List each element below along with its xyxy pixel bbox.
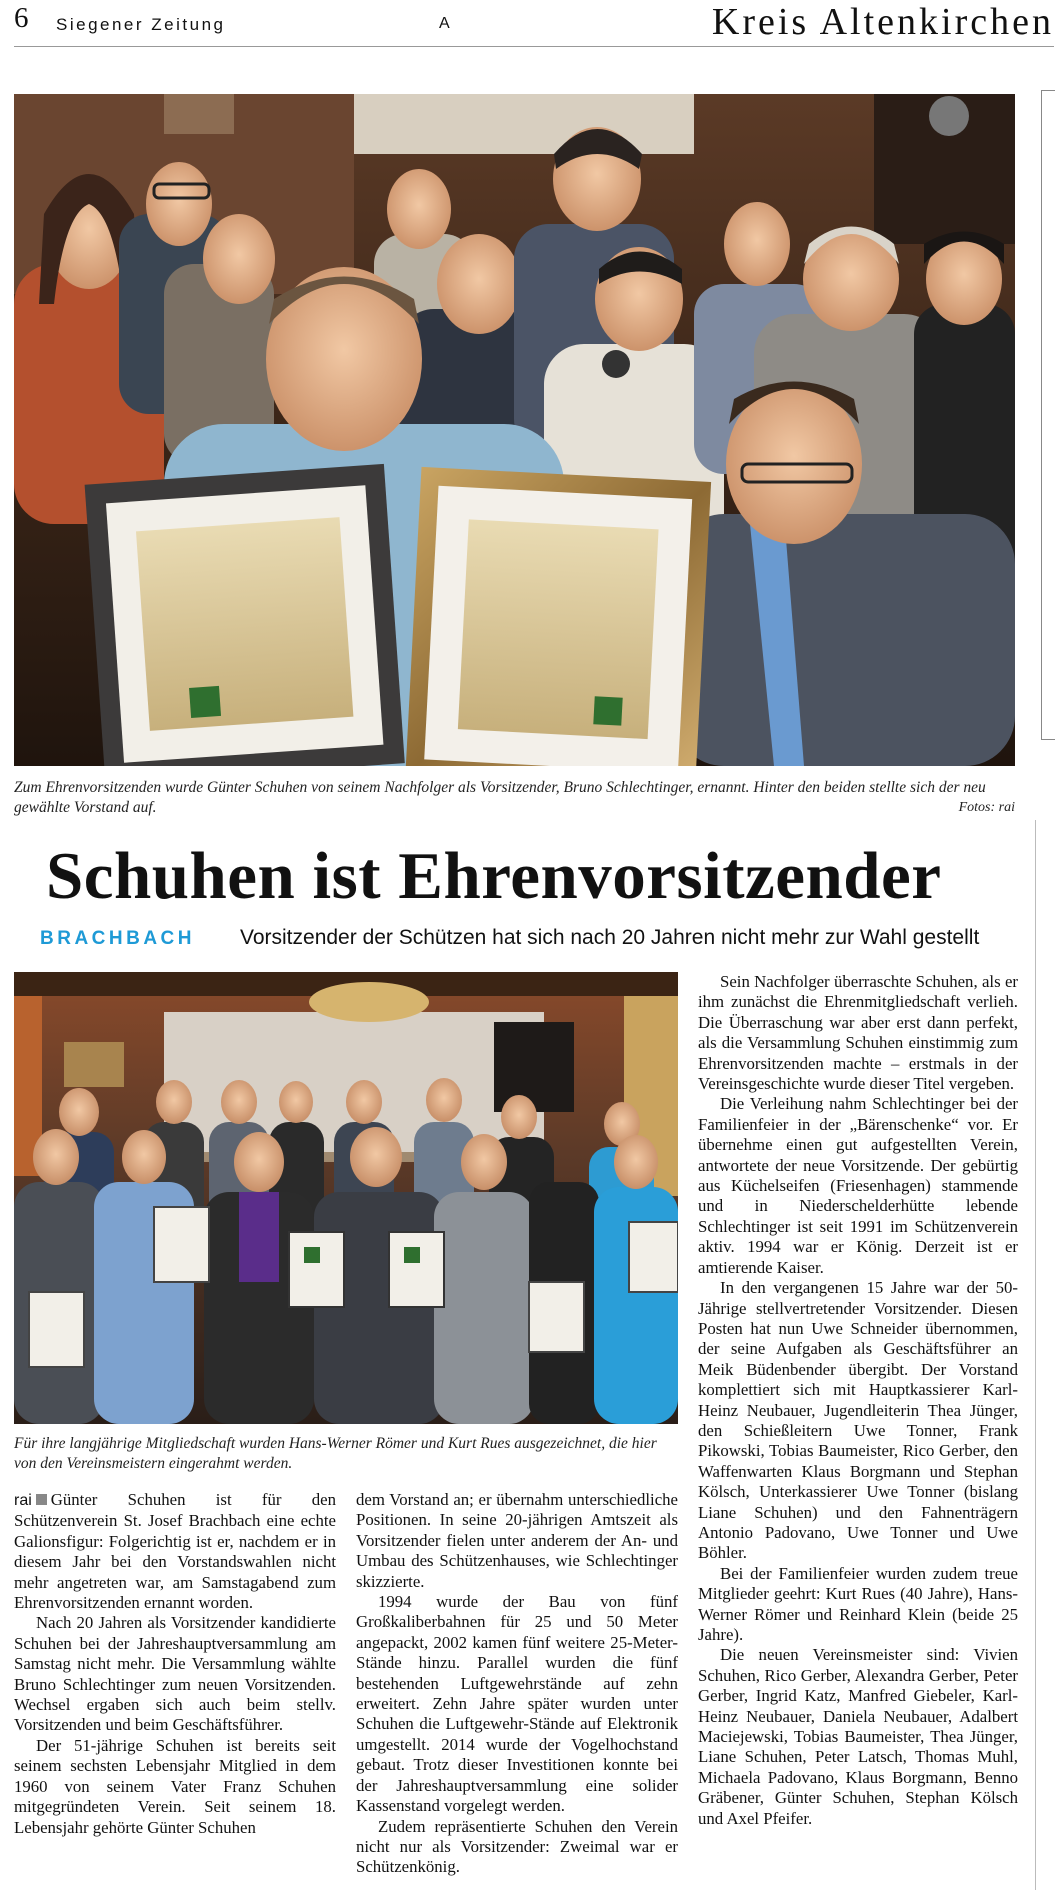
paragraph: Die neuen Vereinsmeister sind: Vivien Schuhen, Rico Gerber, Alexandra Gerber, Peter Gerber, Ingrid Katz, Manfred Giebeler, Karl-Heinz Neubauer, Daniela Neubauer, Adalbert Maciejewski, Tobias Baumeister, Thea Jünger, Liane Schuhen, Peter Latsch, Thomas Muhl, Michaela Padovano, Klaus Borgmann, Benno Gräbener, Günter Schuhen, Stephan Kölsch und Axel Pfeifer.	[698, 1645, 1018, 1828]
section-title: Kreis Altenkirchen	[711, 1, 1054, 43]
photo-credit: Fotos: rai	[958, 800, 1015, 815]
paragraph: Zudem repräsentierte Schuhen den Verein nicht nur als Vorsitzender: Zweimal war er Schützenkönig.	[356, 1816, 678, 1877]
column-rule	[1041, 90, 1055, 740]
lead-paragraph	[14, 1490, 336, 1613]
byline: rai	[14, 1492, 32, 1509]
paragraph: In den vergangenen 15 Jahre war der 50-Jährige stellvertretender Vorsitzender. Diesen Posten hat nun Uwe Schneider übernommen, der seine Aufgaben als Geschäftsführer an Meik Büdenbender übergibt. Der Vorstand komplettiert sich mit Hauptkassierer Karl-Heinz Neubauer, Jugendleiterin Thea Jünger, den Schießleitern Uwe Tonner, Frank Pikowski, Tobias Baumeister, Rico Gerber, den Waffenwarten Klaus Borgmann und Stephan Kölsch, Unterkassierer Uwe Tonner (bislang Liane Schuhen) und den Fahnenträgern Antonio Padovano, Uwe Tonner und Uwe Böhler.	[698, 1278, 1018, 1563]
separator-square-icon	[36, 1494, 47, 1505]
article-column-1	[14, 1490, 336, 1838]
main-photo-caption: Zum Ehrenvorsitzenden wurde Günter Schuhen von seinem Nachfolger als Vorsitzender, Bruno Schlechtinger, ernannt. Hinter den beiden stellte sich der neu gewählte Vorstand auf.	[14, 779, 986, 816]
paragraph: dem Vorstand an; er übernahm unterschiedliche Positionen. In seine 20-jährigen Amtszeit als Vorsitzender fielen unter anderem der An- und Umbau des Schützenhauses, wie Schlechtinger skizzierte.	[356, 1490, 678, 1591]
group-photo	[14, 972, 678, 1424]
group-photo-caption: Für ihre langjährige Mitgliedschaft wurden Hans-Werner Römer und Kurt Rues ausgezeichnet, die hier von den Vereinsmeistern eingerahmt werden.	[14, 1435, 657, 1472]
column-rule	[1035, 820, 1036, 1890]
main-photo	[14, 94, 1015, 766]
subheadline: Vorsitzender der Schützen hat sich nach 20 Jahren nicht mehr zur Wahl gestellt	[240, 926, 980, 949]
dateline: BRACHBACH	[40, 928, 195, 949]
paragraph: Nach 20 Jahren als Vorsitzender kandidierte Schuhen bei der Jahreshauptversammlung am Samstag nicht mehr. Die Versammlung wählte Bruno Schlechtinger zum neuen Vorsitzenden. Wechsel ergaben sich auch beim stellv. Vorsitzenden und beim Geschäftsführer.	[14, 1613, 336, 1735]
paragraph: Sein Nachfolger überraschte Schuhen, als er ihm zunächst die Ehrenmitgliedschaft verlieh. Die Überraschung war aber erst dann perfekt, als die Versammlung Schuhen einstimmig zum Ehrenvorsitzenden machte – erstmals in der Vereinsgeschichte wurde dieser Titel vergeben.	[698, 972, 1018, 1094]
paragraph: Der 51-jährige Schuhen ist bereits seit seinem sechsten Lebensjahr Mitglied in dem 1960 von seinem Vater Franz Schuhen mitgegründeten Verein. Seit seinem 18. Lebensjahr gehörte Günter Schuhen	[14, 1735, 336, 1837]
edition-label: A	[439, 15, 450, 32]
masthead	[14, 0, 1054, 47]
page-number: 6	[14, 2, 29, 34]
headline: Schuhen ist Ehrenvorsitzender	[46, 839, 942, 913]
lead-text: Günter Schuhen ist für den Schützenverein St. Josef Brachbach eine echte Galionsfigur: Folgerichtig ist er, nachdem er in diesem Jahr bei den Vorstandswahlen nicht mehr angetreten war, am Samstagabend zum Ehrenvorsitzenden ernannt worden.	[14, 1490, 336, 1613]
paragraph: Die Verleihung nahm Schlechtinger bei der Familienfeier in der „Bärenschenke“ vor. Er übernehme einen gut aufgestellten Verein, antwortete der neue Vorsitzende. Der gebürtig aus Küchelseifen (Friesenhagen) stammende und in Niederschelderhütte lebende Schlechtinger ist seit 1991 im Schützenverein aktiv. 1994 war er König. Derzeit ist er amtierende Kaiser.	[698, 1094, 1018, 1277]
article-column-3	[698, 972, 1018, 1829]
article-column-2	[356, 1490, 678, 1878]
paragraph: 1994 wurde der Bau von fünf Großkaliberbahnen für 25 und 50 Meter angepackt, 2002 kamen fünf weitere 25-Meter-Stände hinzu. Parallel wurden die fünf bestehenden Luftgewehrstände auf zehn erweitert. Zehn Jahre später wurden unter Schuhen die Luftgewehr-Stände auf Elektronik umgestellt. 2014 wurde der Vogelhochstand gebaut. Trotz dieser Investitionen konnte bei der Jahreshauptversammlung eine solider Kassenstand vorgelegt werden.	[356, 1592, 678, 1816]
paragraph: Bei der Familienfeier wurden zudem treue Mitglieder geehrt: Kurt Rues (40 Jahre), Hans-Werner Römer und Reinhard Klein (beide 25 Jahre).	[698, 1563, 1018, 1644]
paper-name: Siegener Zeitung	[56, 15, 226, 34]
